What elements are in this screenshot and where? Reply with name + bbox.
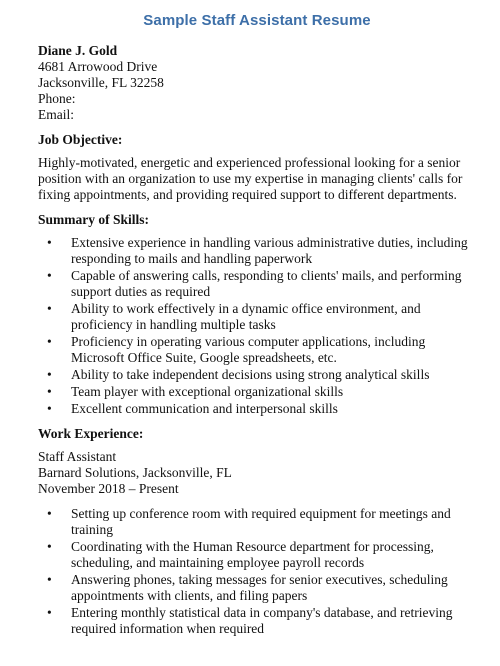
bullet-icon: • <box>47 268 52 283</box>
bullet-icon: • <box>47 235 52 250</box>
list-item <box>38 334 476 366</box>
list-item <box>38 539 476 571</box>
duty-text: Coordinating with the Human Resource department for processing, scheduling, and maintaining employee payroll records <box>71 539 434 570</box>
job-entry <box>38 449 476 497</box>
experience-heading: Work Experience: <box>38 426 144 441</box>
skills-heading: Summary of Skills: <box>38 212 150 227</box>
phone-label: Phone: <box>38 91 76 106</box>
skill-text: Ability to work effectively in a dynamic office environment, and proficiency in handling multiple tasks <box>71 301 421 332</box>
list-item <box>38 384 476 400</box>
candidate-name: Diane J. Gold <box>38 43 118 58</box>
address-line: 4681 Arrowood Drive <box>38 59 158 74</box>
duty-text: Entering monthly statistical data in company's database, and retrieving required information when required <box>71 605 453 636</box>
duty-text: Setting up conference room with required equipment for meetings and training <box>71 506 451 537</box>
spacer <box>38 497 476 506</box>
list-item <box>38 605 476 637</box>
bullet-icon: • <box>47 301 52 316</box>
list-item <box>38 235 476 267</box>
skill-text: Excellent communication and interpersonal skills <box>71 401 338 416</box>
list-item <box>38 301 476 333</box>
job-title: Staff Assistant <box>38 449 117 464</box>
duties-list <box>38 506 476 637</box>
skill-text: Proficiency in operating various computer applications, including Microsoft Office Suite, Google spreadsheets, etc. <box>71 334 426 365</box>
list-item <box>38 268 476 300</box>
job-company: Barnard Solutions, Jacksonville, FL <box>38 465 232 480</box>
bullet-icon: • <box>47 539 52 554</box>
objective-heading: Job Objective: <box>38 132 123 147</box>
job-dates: November 2018 – Present <box>38 481 179 496</box>
bullet-icon: • <box>47 572 52 587</box>
list-item <box>38 572 476 604</box>
bullet-icon: • <box>47 506 52 521</box>
skill-text: Extensive experience in handling various administrative duties, including responding to mails and handling paperwork <box>71 235 468 266</box>
contact-block <box>38 43 476 123</box>
email-label: Email: <box>38 107 74 122</box>
list-item <box>38 506 476 538</box>
skill-text: Ability to take independent decisions using strong analytical skills <box>71 367 430 382</box>
bullet-icon: • <box>47 605 52 620</box>
bullet-icon: • <box>47 367 52 382</box>
skill-text: Capable of answering calls, responding to clients' mails, and performing support duties as required <box>71 268 462 299</box>
bullet-icon: • <box>47 401 52 416</box>
bullet-icon: • <box>47 384 52 399</box>
list-item <box>38 401 476 417</box>
list-item <box>38 367 476 383</box>
skills-list <box>38 235 476 417</box>
bullet-icon: • <box>47 334 52 349</box>
skill-text: Team player with exceptional organizational skills <box>71 384 344 399</box>
duty-text: Answering phones, taking messages for senior executives, scheduling appointments with clients, and filing papers <box>71 572 448 603</box>
objective-text: Highly-motivated, energetic and experienced professional looking for a senior position with an organization to use my expertise in managing clients' calls for fixing appointments, and providing required support to different departments. <box>38 155 463 202</box>
city-line: Jacksonville, FL 32258 <box>38 75 164 90</box>
document-title: Sample Staff Assistant Resume <box>143 12 371 29</box>
